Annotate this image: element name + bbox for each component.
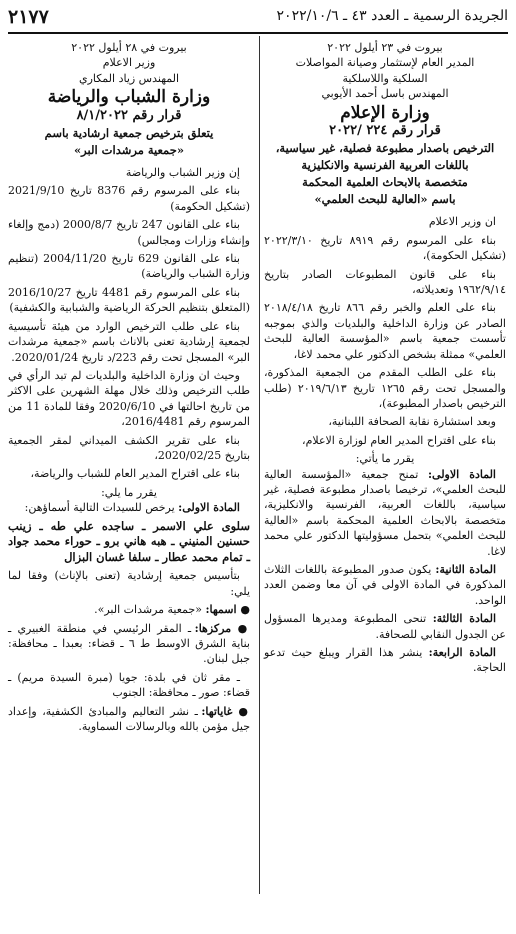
signature-name: المهندس زياد المكاري [78,71,180,85]
item-label: اسمها: [205,603,237,617]
preamble-paragraph: بناء على قانون المطبوعات الصادر بتاريخ ١٩٦٢/٩/١٤ وتعديلاته، [264,267,506,297]
left-column [8,40,250,737]
column-divider [259,36,260,894]
list-item [8,621,250,667]
item-text: ـ نشر التعاليم والمبادئ الكشفية، وإعداد جيل مؤمن بالله وبالرسالات السماوية. [8,704,250,733]
signature-role: المدير العام لإستثمار وصيانة المواصلات [295,56,475,70]
item-label: غاياتها: [201,704,233,718]
subject-line: باللغات العربية الفرنسية والانكليزية [301,158,469,173]
page-number: ٢١٧٧ [8,6,49,28]
article [8,500,250,515]
subject-line: يتعلق بترخيص جمعية ارشادية باسم [44,126,214,141]
header-rule [8,32,508,34]
decree-intro: إن وزير الشباب والرياضة [125,166,240,180]
right-column [264,40,506,679]
article-label: المادة الرابعة: [428,646,496,659]
bullet-icon: ● [232,704,250,718]
preamble-paragraph: بناء على اقتراح المدير العام للشباب والرياضة، [30,467,240,481]
article [264,467,506,559]
list-item [8,704,250,735]
article-label: المادة الثالثة: [432,612,496,626]
subject-line: الترخيص باصدار مطبوعة فصلية، غير سياسية، [275,141,495,156]
article [264,645,506,676]
signature-place-date: بيروت في ٢٨ أيلول ٢٠٢٢ [71,41,187,54]
page-header [8,6,508,32]
signature-role: السلكية واللاسلكية [342,71,428,85]
preamble-paragraph: وبعد استشارة نقابة الصحافة اللبنانية، [328,415,496,429]
article-label: المادة الاولى: [178,501,240,515]
subject-line: متخصصة بالابحاث العلمية المحكمة [302,175,468,190]
article [264,562,506,608]
decides-line: يقرر ما يلي: [101,485,157,499]
decree-number: قرار رقم ٢٢٤ /٢٠٢٢ [329,123,441,139]
signature-name: المهندس باسل أحمد الأيوبي [321,87,449,101]
preamble-paragraph: بناء على تقرير الكشف الميداني لمقر الجمعية بتاريخ 2020/02/25، [8,433,250,462]
decree-subject [8,125,250,159]
preamble-paragraph: بناء على اقتراح المدير العام لوزارة الاعلام، [302,433,496,447]
decree-intro: ان وزير الاعلام [428,215,496,229]
article-label: المادة الاولى: [427,467,496,481]
preamble-paragraph: بناء على القانون 629 تاريخ 2004/11/20 (تنظيم وزارة الشباب والرياضة) [8,252,250,281]
bullet-icon: ● [236,603,250,617]
article-label: المادة الثانية: [435,562,497,576]
article-text: تنحى المطبوعة ومديرها المسؤول عن الجدول النقابي للصحافة. [264,612,506,641]
preamble-paragraph: بناء على المرسوم رقم ٨٩١٩ تاريخ ٢٠٢٢/٣/١٠ (تشكيل الحكومة)، [264,233,506,263]
bullet-icon: ● [231,621,250,635]
ministry-heading: وزارة الشباب والرياضة [47,87,211,108]
signature-role: وزير الاعلام [102,56,156,70]
founding-line: بتأسيس جمعية إرشادية (تعنى بالإناث) وفقا لما يلي: [8,569,250,598]
list-item [8,602,250,617]
decree-number: قرار رقم ٨/١/٢٠٢٢ [76,107,182,123]
subject-line: «جمعية مرشدات البر» [73,143,185,158]
article-text: تمنح جمعية «المؤسسة العالية للبحث العلمي»، ترخيصا باصدار مطبوعة فصلية، غير سياسية، باللغات العربية، الفرنسية والانكليزية، متخصصة بالابحاث العلمية المحكمة باسم «العالية للبحث العلمي» بتحمل مسؤوليتها الدكتور علي محمد لاغا. [264,467,506,558]
gazette-title: الجريدة الرسمية ـ العدد ٤٣ ـ ٢٠٢٢/١٠/٦ [276,8,508,24]
subject-line: باسم «العالية للبحث العلمي» [314,192,456,207]
preamble-paragraph: بناء على القانون 247 تاريخ 2000/8/7 (دمج وإلغاء وإنشاء وزارات ومجالس) [8,218,250,247]
item-text: «جمعية مرشدات البر». [94,603,206,617]
preamble-paragraph: بناء على الطلب المقدم من الجمعية المذكورة، والمسجل تحت رقم ١٢٦٥ تاريخ ٢٠١٩/٦/١٣ (طلب الترخيص باصدار المطبوعة)، [264,366,506,410]
article-text: يكون صدور المطبوعة باللغات الثلاث المذكورة في المادة الاولى في آن معا وضمن العدد الواحد. [264,562,506,607]
article [264,611,506,642]
item-label: مركزها: [194,621,232,635]
article-text: ينشر هذا القرار ويبلغ حيث تدعو الحاجة. [264,646,506,675]
preamble-paragraph: وحيث ان وزارة الداخلية والبلديات لم تبد الرأي في طلب الترخيص وذلك خلال مهلة الشهرين على الاكثر من تاريخ احالتها في 2020/6/10 وفقا للمادة 11 من المرسوم رقم 2016/4481، [8,368,250,429]
preamble-paragraph: بناء على العلم والخبر رقم ٨٦٦ تاريخ ٢٠١٨/٤/١٨ الصادر عن وزارة الداخلية والبلديات والذي بموجبه تأسست جمعية باسم «المؤسسة العالية للبحث العلمي» ممثلة بشخص الدكتور علي محمد لاغا، [264,301,506,361]
signature-place-date: بيروت في ٢٣ أيلول ٢٠٢٢ [327,41,443,54]
decree-subject [264,140,506,208]
decides-line: يقرر ما يأتي: [355,452,415,466]
founder-names: سلوى علي الاسمر ـ ساجده علي طه ـ زينب حسنين المنيني ـ هبه هاني برو ـ حوراء محمد جواد ـ تمام محمد عطار ـ سلفا غسان البزال [8,518,250,564]
preamble-paragraph: بناء على المرسوم رقم 8376 تاريخ 2021/9/10 (تشكيل الحكومة) [8,184,250,213]
preamble-paragraph: بناء على المرسوم رقم 4481 تاريخ 2016/10/27 (المتعلق بتنظيم الحركة الرياضية والشبابية والكشفية) [8,285,250,315]
ministry-heading: وزارة الإعلام [340,102,430,123]
preamble-paragraph: بناء على طلب الترخيص الوارد من هيئة تأسيسية لجمعية إرشادية تعنى بالاناث باسم «جمعية مرشدات البر» المسجل تحت رقم 223/د تاريخ 2020/01/24. [8,319,250,364]
item-text: ـ المقر الرئيسي في منطقة الغبيري ـ بناية الشرق الاوسط ط ٦ ـ قضاء: بعبدا ـ محافظة: جبل لبنان. [8,621,250,666]
branch-line: ـ مقر ثان في بلدة: جويا (مبرة السيدة مريم) ـ قضاء: صور ـ محافظة: الجنوب [8,670,250,700]
article-text: يرخص للسيدات التالية أسماؤهن: [24,501,179,515]
